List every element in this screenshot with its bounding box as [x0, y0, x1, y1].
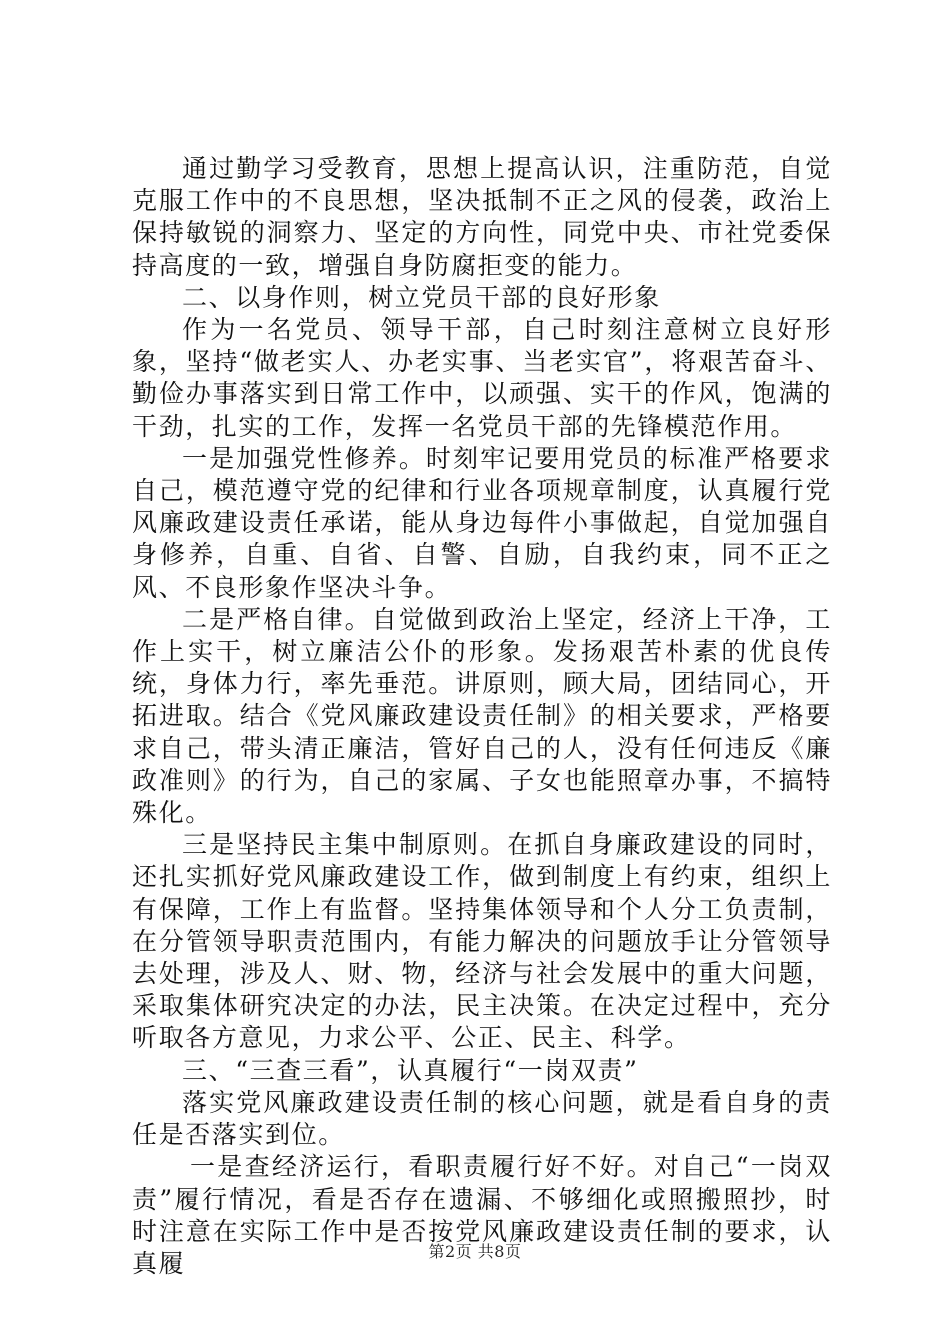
- paragraph-8: 落实党风廉政建设责任制的核心问题，就是看自身的责任是否落实到位。: [132, 1087, 832, 1150]
- paragraph-9: 一是查经济运行，看职责履行好不好。对自己“一岗双责”履行情况，看是否存在遗漏、不够细化或照搬照抄，时时注意在实际工作中是否按党风廉政建设责任制的要求，认真履: [132, 1152, 832, 1278]
- paragraph-4: 一是加强党性修养。时刻牢记要用党员的标准严格要求自己，模范遵守党的纪律和行业各项规章制度，认真履行党风廉政建设责任承诺，能从身边每件小事做起，自觉加强自身修养，自重、自省、自警、自励，自我约束，同不正之风、不良形象作坚决斗争。: [132, 443, 832, 602]
- document-body: [132, 153, 832, 1280]
- section-heading-3: 三、“三查三看”，认真履行“一岗双责”: [182, 1055, 639, 1085]
- paragraph-6: 三是坚持民主集中制原则。在抓自身廉政建设的同时，还扎实抓好党风廉政建设工作，做到制度上有约束，组织上有保障，工作上有监督。坚持集体领导和个人分工负责制，在分管领导职责范围内，有能力解决的问题放手让分管领导去处理，涉及人、财、物，经济与社会发展中的重大问题，采取集体研究决定的办法，民主决策。在决定过程中，充分听取各方意见，力求公平、公正、民主、科学。: [132, 830, 832, 1053]
- paragraph-5: 二是严格自律。自觉做到政治上坚定，经济上干净，工作上实干，树立廉洁公仆的形象。发扬艰苦朴素的优良传统，身体力行，率先垂范。讲原则，顾大局，团结同心，开拓进取。结合《党风廉政建设责任制》的相关要求，严格要求自己，带头清正廉洁，管好自己的人，没有任何违反《廉政准则》的行为，自己的家属、子女也能照章办事，不搞特殊化。: [132, 604, 832, 828]
- page-number-footer: 第2页 共8页: [428, 1242, 522, 1261]
- paragraph-3: 作为一名党员、领导干部，自己时刻注意树立良好形象，坚持“做老实人、办老实事、当老实官”，将艰苦奋斗、勤俭办事落实到日常工作中，以顽强、实干的作风，饱满的干劲，扎实的工作，发挥一名党员干部的先锋模范作用。: [132, 315, 832, 441]
- paragraph-1: 通过勤学习受教育，思想上提高认识，注重防范，自觉克服工作中的不良思想，坚决抵制不正之风的侵袭，政治上保持敏锐的洞察力、坚定的方向性，同党中央、市社党委保持高度的一致，增强自身防腐拒变的能力。: [132, 154, 832, 280]
- section-heading-2: 二、以身作则，树立党员干部的良好形象: [182, 282, 661, 312]
